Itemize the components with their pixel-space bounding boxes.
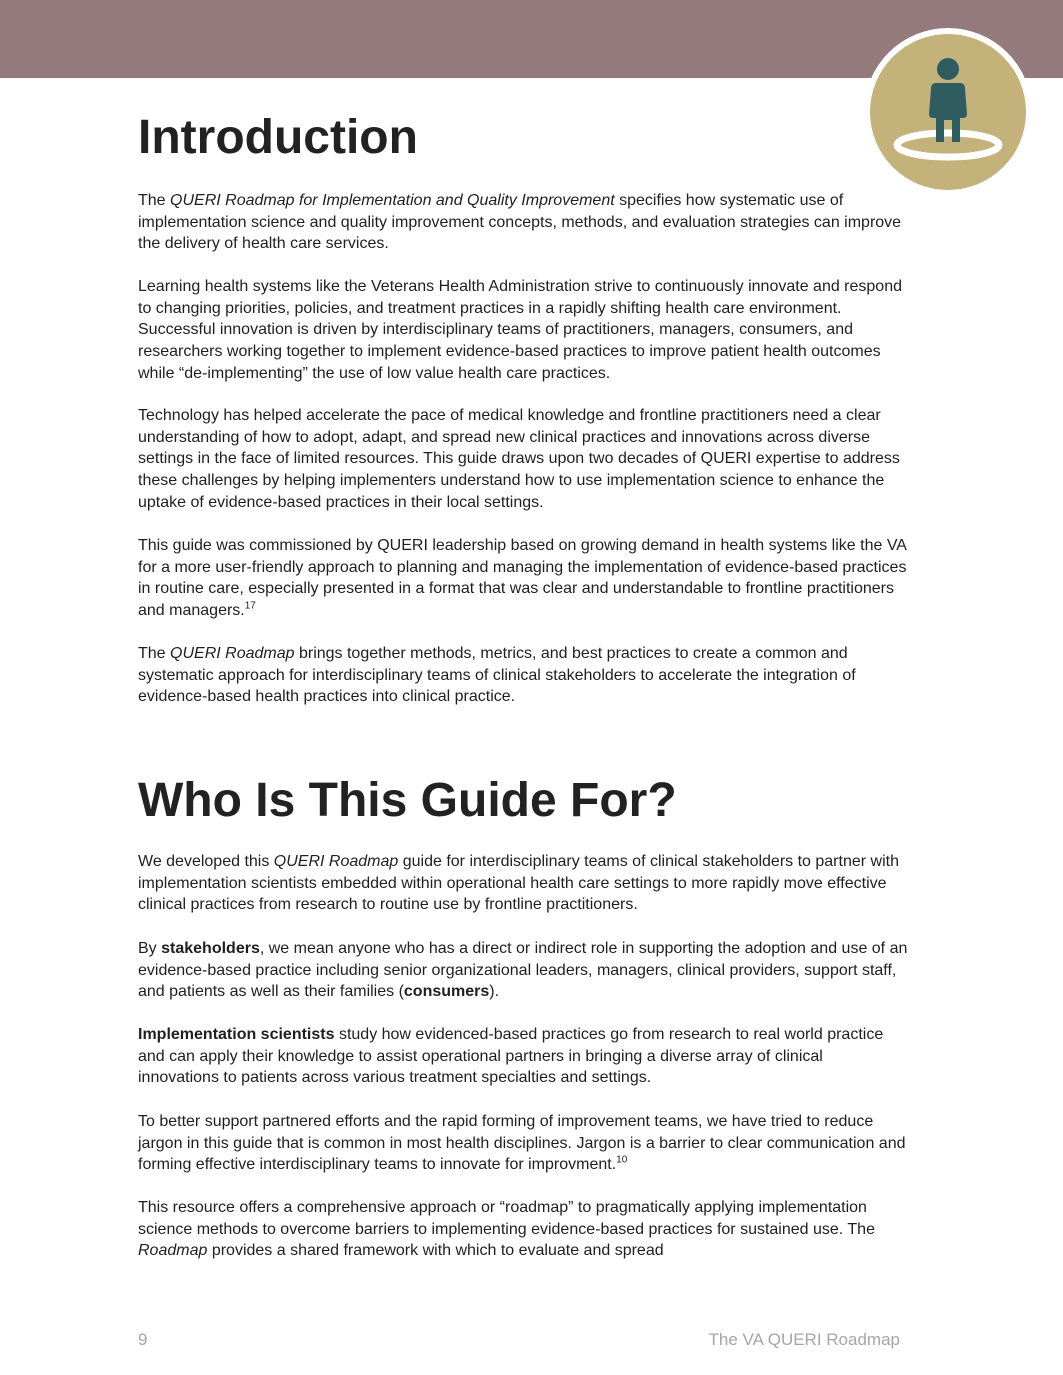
footnote-ref: 17 [244, 600, 256, 612]
who-paragraph-5: This resource offers a comprehensive approach or “roadmap” to pragmatically applying implementation science methods to overcome barriers to implementing evidence-based practices for sustained use. The Roadmap provides a shared framework with which to evaluate and spread [138, 1199, 875, 1260]
intro-paragraph-5: The QUERI Roadmap brings together methods, metrics, and best practices to create a common and systematic approach for interdisciplinary teams of clinical stakeholders to accelerate the integration of evidence-based health practices into clinical practice. [138, 645, 856, 706]
person-on-target-icon [870, 34, 1026, 190]
page-number: 9 [138, 1330, 148, 1349]
intro-paragraph-1: The QUERI Roadmap for Implementation and Quality Improvement specifies how systematic use of implementation science and quality improvement concepts, methods, and evaluation strategies can improve the delivery of health care services. [138, 192, 902, 253]
section-badge [870, 34, 1026, 190]
who-paragraph-1: We developed this QUERI Roadmap guide for interdisciplinary teams of clinical stakeholders to partner with implementation scientists embedded within operational health care settings to more rapidly move effective clinical practices from research to routine use by frontline practitioners. [138, 853, 899, 914]
who-is-this-guide-for-heading: Who Is This Guide For? [138, 774, 677, 827]
who-paragraph-3: Implementation scientists study how evidenced-based practices go from research to real world practice and can apply their knowledge to assist operational partners in bringing a diverse array of clinical innovations to patients across various treatment specialties and settings. [138, 1026, 884, 1087]
footnote-ref: 10 [616, 1155, 628, 1167]
who-paragraph-2: By stakeholders, we mean anyone who has a direct or indirect role in supporting the adoption and use of an evidence-based practice including senior organizational leaders, managers, clinical providers, support staff, and patients as well as their families (consumers). [138, 940, 908, 1001]
intro-paragraph-2: Learning health systems like the Veterans Health Administration strive to continuously innovate and respond to changing priorities, policies, and treatment practices in a rapidly shifting health care environment. Successful innovation is driven by interdisciplinary teams of practitioners, managers, consumers, and researchers working together to implement evidence-based practices to improve patient health outcomes while “de-implementing” the use of low value health care practices. [138, 278, 902, 382]
introduction-heading: Introduction [138, 111, 418, 164]
who-paragraph-4: To better support partnered efforts and the rapid forming of improvement teams, we have tried to reduce jargon in this guide that is common in most health disciplines. Jargon is a barrier to clear communication and forming effective interdisciplinary teams to innovate for improvment.$^{10}$ [138, 1113, 906, 1174]
intro-paragraph-3: Technology has helped accelerate the pace of medical knowledge and frontline practitioners need a clear understanding of how to adopt, adapt, and spread new clinical practices and innovations across diverse settings in the face of limited resources. This guide draws upon two decades of QUERI expertise to address these challenges by helping implementers understand how to use implementation science to enhance the uptake of evidence-based practices in their local settings. [138, 407, 900, 511]
footer-document-title: The VA QUERI Roadmap [708, 1330, 900, 1349]
intro-paragraph-4: This guide was commissioned by QUERI leadership based on growing demand in health systems like the VA for a more user-friendly approach to planning and managing the implementation of evidence-based practices in routine care, especially presented in a format that was clear and understandable to frontline practitioners and managers.$^{17}$ [138, 537, 907, 620]
